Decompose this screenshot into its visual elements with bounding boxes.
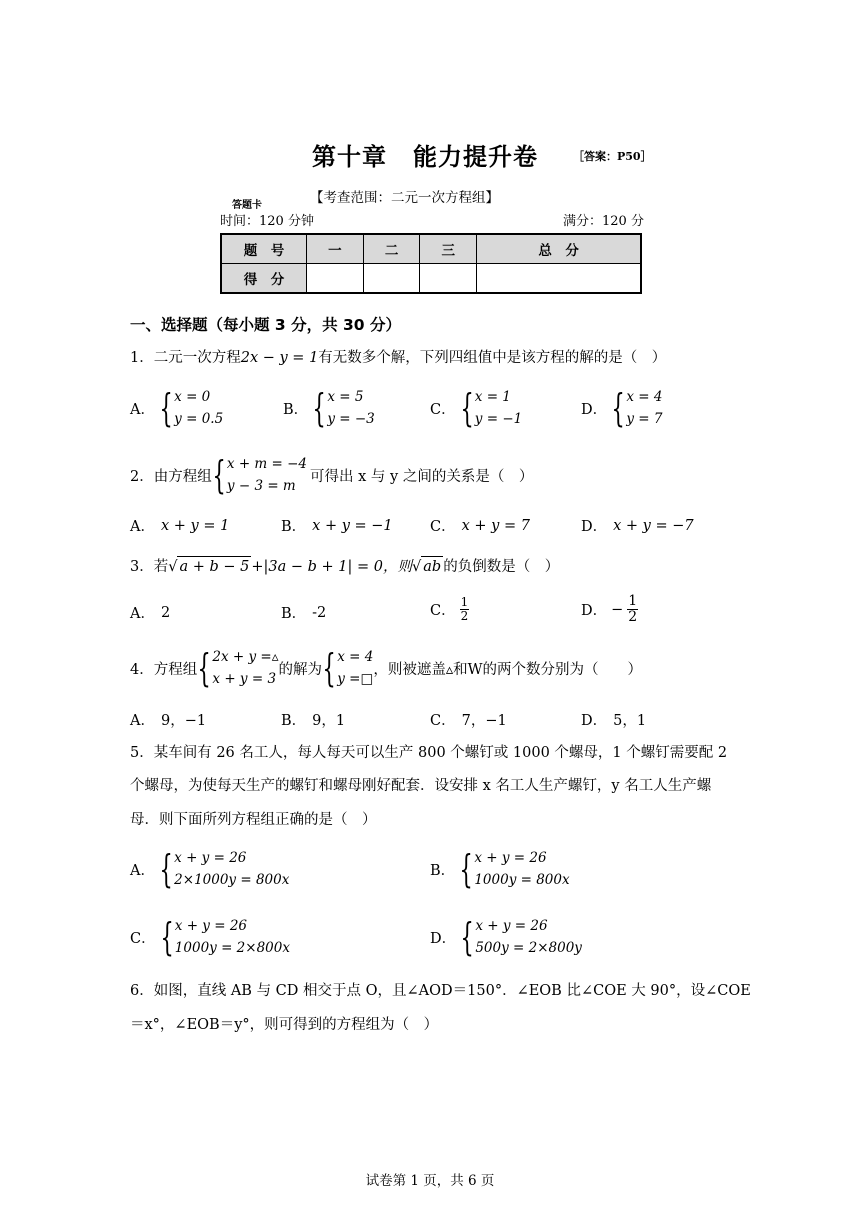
q3-option-d[interactable] bbox=[581, 594, 638, 625]
q2-stem-post: 可得出 x 与 y 之间的关系是（ ） bbox=[310, 468, 534, 485]
q3-stem-mid: +|3a − b + 1| = 0，则 bbox=[251, 559, 413, 575]
q5-stem-line-2: 个螺母，为使每天生产的螺钉和螺母刚好配套．设安排 x 名工人生产螺钉，y 名工人生产螺 bbox=[130, 778, 712, 794]
system-line: x = 1 bbox=[474, 389, 511, 405]
score-header-cell: 一 bbox=[307, 234, 364, 264]
q3-radicand-2: ab bbox=[421, 556, 443, 577]
option-label: B． bbox=[281, 606, 307, 622]
q3-stem-pre: 3．若 bbox=[130, 559, 169, 575]
question-1 bbox=[130, 348, 666, 368]
q4-option-a[interactable] bbox=[130, 709, 206, 730]
option-text: x + y = −1 bbox=[312, 517, 393, 534]
q5-option-b[interactable]: B． { x + y = 26 1000y = 800x bbox=[430, 847, 570, 891]
q3-option-c[interactable] bbox=[430, 596, 469, 623]
system-line: x = 4 bbox=[337, 649, 374, 665]
system-line: y = −3 bbox=[327, 411, 375, 427]
option-label: A． bbox=[130, 713, 155, 729]
q1-equation: 2x − y = 1 bbox=[240, 350, 319, 366]
page-footer: 试卷第 1 页，共 6 页 bbox=[365, 1173, 495, 1189]
section-title: 一、选择题（每小题 3 分，共 30 分） bbox=[130, 316, 401, 334]
fraction bbox=[627, 594, 638, 625]
system-line: x + y = 3 bbox=[212, 671, 277, 687]
q4-stem-pre: 4．方程组 bbox=[130, 661, 198, 678]
q1-option-a[interactable]: A． { x = 0 y = 0.5 bbox=[130, 386, 224, 430]
option-label: D． bbox=[581, 713, 608, 729]
score-cell-2[interactable] bbox=[363, 264, 420, 294]
system-line: 500y = 2×800y bbox=[475, 940, 582, 956]
option-label: C． bbox=[430, 713, 456, 729]
sqrt-icon: √ bbox=[168, 559, 178, 575]
system-line: y =□ bbox=[337, 671, 374, 687]
score-cell-1[interactable] bbox=[307, 264, 364, 294]
q1-option-c[interactable]: C． { x = 1 y = −1 bbox=[430, 386, 523, 430]
q5-option-d[interactable]: D． { x + y = 26 500y = 2×800y bbox=[430, 915, 582, 959]
q3-stem-post: 的负倒数是（ ） bbox=[443, 559, 560, 575]
score-header-cell: 三 bbox=[420, 234, 477, 264]
option-label: A． bbox=[130, 862, 155, 879]
system-line: y − 3 = m bbox=[226, 478, 296, 494]
question-3 bbox=[130, 556, 559, 577]
system-line: y = −1 bbox=[474, 411, 523, 427]
option-label: D． bbox=[581, 519, 608, 535]
q3-radicand-1: a + b − 5 bbox=[177, 556, 251, 577]
option-text: 9，−1 bbox=[160, 713, 207, 729]
question-4: 4．方程组 { 2x + y =▵ x + y = 3 的解为 { x = 4 y =□ ，则被遮盖▵和W的两个数分别为（ ） bbox=[130, 646, 643, 690]
minus-sign: − bbox=[611, 601, 624, 618]
option-text: 5，1 bbox=[613, 713, 647, 729]
fraction bbox=[460, 596, 470, 623]
system-line: 2×1000y = 800x bbox=[174, 872, 290, 888]
sqrt-icon: √ bbox=[412, 559, 422, 575]
option-label: A． bbox=[130, 519, 155, 535]
system-line: x + y = 26 bbox=[174, 850, 247, 866]
q6-stem-line-1: 6．如图，直线 AB 与 CD 相交于点 O，且∠AOD＝150°．∠EOB 比∠COE 大 90°，设∠COE bbox=[130, 983, 751, 999]
option-text: x + y = −7 bbox=[613, 517, 694, 534]
page-title bbox=[312, 137, 538, 172]
option-label: B． bbox=[281, 713, 307, 729]
option-label: C． bbox=[130, 930, 156, 947]
q2-stem-pre: 2．由方程组 bbox=[130, 468, 212, 485]
score-table bbox=[220, 233, 642, 294]
q1-stem-pre: 1．二元一次方程 bbox=[130, 350, 241, 366]
q5-stem-line-1: 5．某车间有 26 名工人，每人每天可以生产 800 个螺钉或 1000 个螺母，1 个螺钉需要配 2 bbox=[130, 745, 728, 761]
option-label: A． bbox=[130, 401, 155, 418]
full-score: 满分：120 分 bbox=[563, 214, 644, 229]
option-label: A． bbox=[130, 606, 155, 622]
denominator: 2 bbox=[628, 609, 638, 625]
option-label: D． bbox=[581, 603, 608, 619]
score-cell-total[interactable] bbox=[477, 264, 641, 294]
denominator: 2 bbox=[460, 609, 469, 623]
exam-scope: 【考查范围：二元一次方程组】 bbox=[310, 190, 499, 206]
q4-option-c[interactable] bbox=[430, 709, 507, 730]
q2-option-b[interactable] bbox=[281, 515, 393, 536]
score-row-label: 得 分 bbox=[221, 264, 307, 294]
numerator: 1 bbox=[628, 593, 638, 609]
q6-stem-line-2: ＝x°，∠EOB＝y°，则可得到的方程组为（ ） bbox=[130, 1017, 439, 1033]
option-text: 9，1 bbox=[312, 713, 346, 729]
system-line: 1000y = 800x bbox=[474, 872, 570, 888]
system-line: x + y = 26 bbox=[174, 918, 248, 934]
exam-title: 能力提升卷 bbox=[413, 142, 538, 171]
system-line: x = 0 bbox=[174, 389, 211, 405]
q1-option-b[interactable]: B． { x = 5 y = −3 bbox=[283, 386, 375, 430]
numerator: 1 bbox=[460, 595, 469, 609]
option-text: x + y = 7 bbox=[461, 517, 530, 534]
option-label: D． bbox=[430, 930, 457, 947]
q4-stem-post: ，则被遮盖▵和W的两个数分别为（ ） bbox=[373, 661, 643, 678]
option-text: 2 bbox=[160, 604, 171, 621]
q1-stem-post: 有无数多个解，下列四组值中是该方程的解的是（ ） bbox=[318, 350, 667, 366]
chapter-label: 第十章 bbox=[312, 142, 387, 171]
system-line: 1000y = 2×800x bbox=[174, 940, 290, 956]
option-label: C． bbox=[430, 401, 456, 418]
question-2: 2．由方程组 { x + m = −4 y − 3 = m 可得出 x 与 y 之间的关系是（ ） bbox=[130, 453, 534, 497]
q3-option-a[interactable] bbox=[130, 602, 170, 623]
q2-option-a[interactable] bbox=[130, 515, 229, 536]
system-line: y = 7 bbox=[626, 411, 663, 427]
system-line: x + y = 26 bbox=[475, 918, 548, 934]
q4-option-b[interactable] bbox=[281, 709, 345, 730]
q1-option-d[interactable]: D． { x = 4 y = 7 bbox=[581, 386, 663, 430]
q5-option-a[interactable]: A． { x + y = 26 2×1000y = 800x bbox=[130, 847, 290, 891]
q4-stem-mid: 的解为 bbox=[278, 661, 323, 678]
option-label: B． bbox=[281, 519, 307, 535]
option-label: C． bbox=[430, 519, 456, 535]
system-line: x + m = −4 bbox=[226, 456, 308, 472]
option-label: D． bbox=[581, 401, 608, 418]
option-label: B． bbox=[430, 862, 456, 879]
q5-stem-line-3: 母．则下面所列方程组正确的是（ ） bbox=[130, 812, 377, 828]
option-text: x + y = 1 bbox=[160, 517, 230, 534]
option-label: B． bbox=[283, 401, 309, 418]
score-cell-3[interactable] bbox=[420, 264, 477, 294]
option-text: -2 bbox=[312, 604, 327, 621]
answer-reference: ［答案：P50］ bbox=[573, 150, 652, 163]
option-text: 7，−1 bbox=[461, 713, 507, 729]
system-line: x + y = 26 bbox=[474, 850, 547, 866]
q2-option-d[interactable] bbox=[581, 515, 694, 536]
system-line: y = 0.5 bbox=[174, 411, 224, 427]
system-line: 2x + y =▵ bbox=[212, 649, 279, 665]
score-header-cell: 总 分 bbox=[477, 234, 641, 264]
score-header-cell: 题 号 bbox=[221, 234, 307, 264]
q5-option-c[interactable]: C． { x + y = 26 1000y = 2×800x bbox=[130, 915, 290, 959]
q4-option-d[interactable] bbox=[581, 709, 646, 730]
option-label: C． bbox=[430, 603, 456, 619]
q3-option-b[interactable] bbox=[281, 602, 326, 623]
system-line: x = 5 bbox=[327, 389, 364, 405]
score-header-cell: 二 bbox=[363, 234, 420, 264]
score-table-header-row bbox=[221, 234, 641, 264]
answer-card-label: 答题卡 bbox=[232, 200, 262, 211]
score-table-score-row bbox=[221, 264, 641, 294]
system-line: x = 4 bbox=[626, 389, 663, 405]
q2-option-c[interactable] bbox=[430, 515, 530, 536]
exam-time: 时间：120 分钟 bbox=[220, 214, 314, 229]
